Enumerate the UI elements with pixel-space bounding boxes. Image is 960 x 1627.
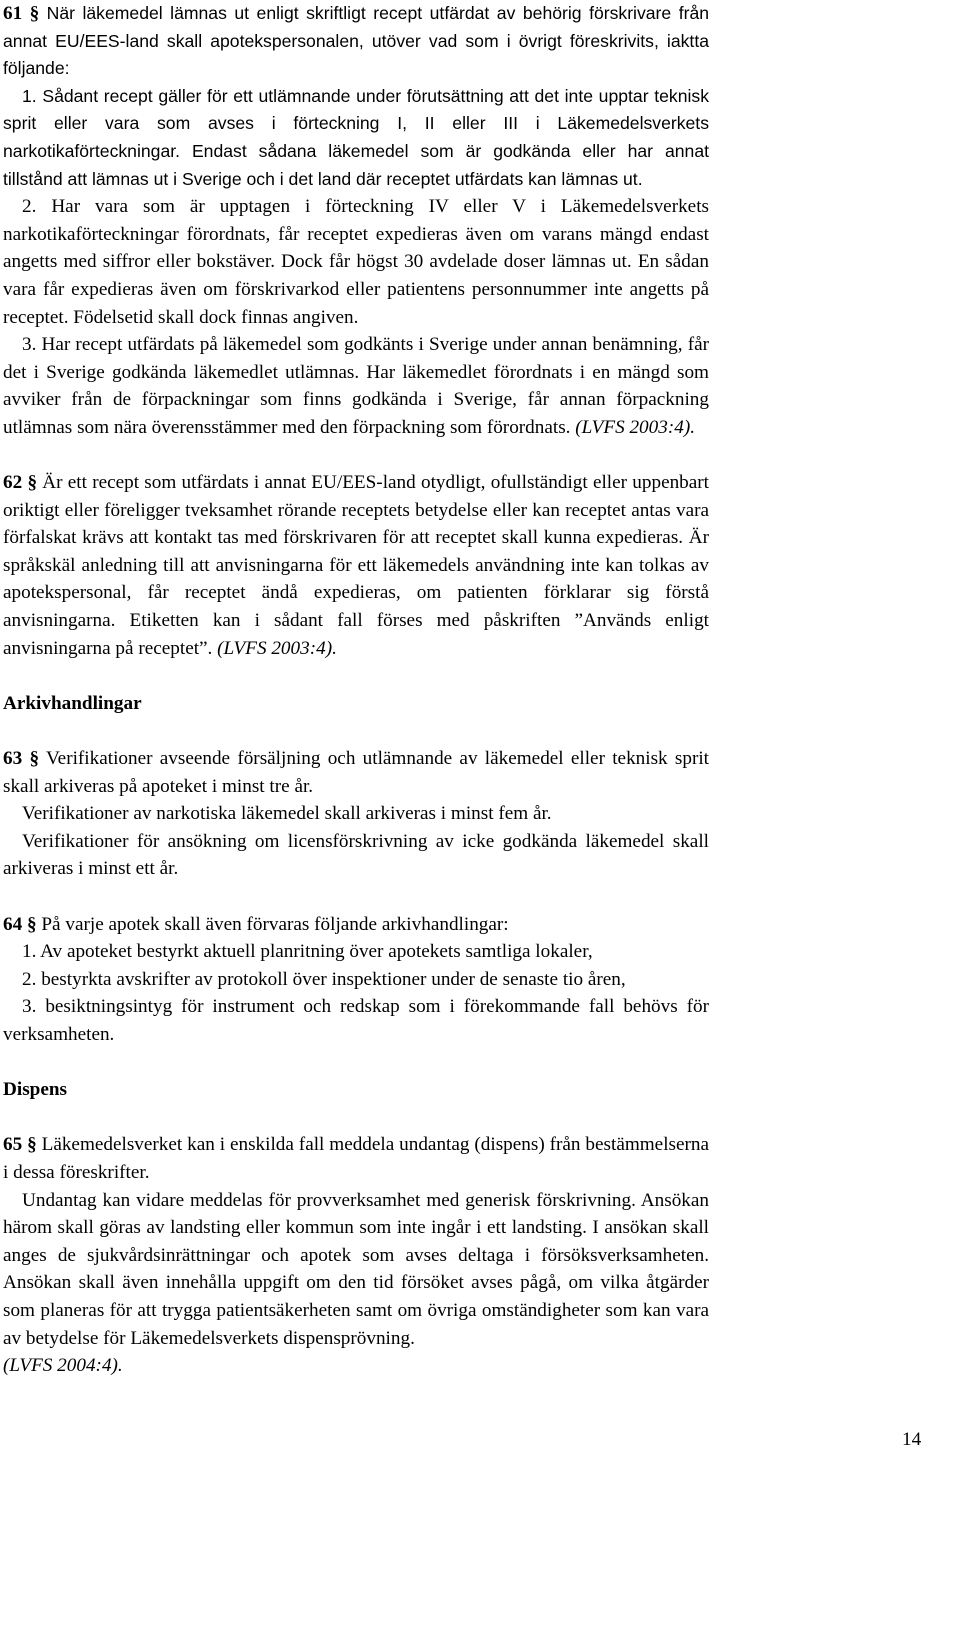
paragraph-text: Är ett recept som utfärdats i annat EU/EES-land otydligt, ofullständigt eller uppenbart oriktigt eller föreligger tveksamhet rörande receptets betydelse eller kan receptet antas vara förfalskat krävs att kontakt tas med förskrivaren för att receptet skall kunna expedieras. Är språkskäl anledning till att anvisningarna för ett läkemedels användning inte kan tolkas av apotekspersonal, får receptet ändå expedieras, om patienten förklarar sig förstå anvisningarna. Etiketten kan i sådant fall förses med påskriften ”Används enligt anvisningarna på receptet”. bbox=[3, 472, 710, 659]
paragraph-text: Verifikationer avseende försäljning och utlämnande av läkemedel eller teknisk sprit skall arkiveras på apoteket i minst tre år. bbox=[3, 748, 710, 797]
section-sign: § bbox=[27, 472, 38, 494]
paragraph-62 bbox=[3, 469, 709, 662]
section-number: 62 bbox=[3, 472, 23, 494]
legal-reference: (LVFS 2003:4). bbox=[217, 637, 337, 659]
list-item-64-2: 2. bestyrkta avskrifter av protokoll över inspektioner under de senaste tio åren, bbox=[22, 968, 626, 990]
paragraph-65 bbox=[3, 1131, 709, 1186]
section-number: 65 bbox=[3, 1134, 23, 1156]
paragraph-text: När läkemedel lämnas ut enligt skriftligt recept utfärdat av behörig förskrivare från annat EU/EES-land skall apotekspersonalen, utöver vad som i övrigt föreskrivits, iaktta följande: bbox=[3, 3, 710, 79]
section-number: 64 bbox=[3, 913, 23, 935]
section-number: 61 bbox=[3, 3, 23, 24]
spacer bbox=[3, 662, 709, 690]
legal-reference: (LVFS 2003:4). bbox=[575, 416, 696, 438]
section-sign: § bbox=[29, 3, 40, 24]
legal-reference: (LVFS 2004:4). bbox=[3, 1355, 123, 1377]
section-number: 63 bbox=[3, 748, 23, 770]
list-item-text: 1. Sådant recept gäller för ett utlämnande under förutsättning att det inte upptar teknisk sprit eller vara som avses i förteckning I, II eller III i Läkemedelsverkets narkotikaförteckningar. Endast sådana läkemedel som är godkända eller har annat tillstånd att lämnas ut i Sverige och i det land där receptet utfärdats kan lämnas ut. bbox=[3, 85, 709, 189]
paragraph-64 bbox=[3, 911, 709, 939]
paragraph-63 bbox=[3, 745, 709, 800]
paragraph-65-2: Undantag kan vidare meddelas för provverksamhet med generisk förskrivning. Ansökan härom skall göras av landsting eller kommun som inte ingår i ett landsting. I ansökan skall anges de sjukvårdsinrättningar och apotek som avses deltaga i försöksverksamheten. Ansökan skall även innehålla uppgift om den tid försöket avses pågå, om vilka åtgärder som planeras för att trygga patientsäkerheten samt om övriga omständigheter som kan vara av betydelse för Läkemedelsverkets dispensprövning. bbox=[3, 1189, 709, 1349]
section-sign: § bbox=[29, 748, 40, 770]
spacer bbox=[3, 1049, 709, 1077]
list-item-64-1: 1. Av apoteket bestyrkt aktuell planritning över apotekets samtliga lokaler, bbox=[22, 941, 593, 963]
list-item-text: 3. Har recept utfärdats på läkemedel som godkänts i Sverige under annan benämning, får det i Sverige godkända läkemedlet utlämnas. Har läkemedlet förordnats i en mängd som avviker från de förpackningar som finns godkända i Sverige, får annan förpackning utlämnas som nära överensstämmer med den förpackning som förordnats. bbox=[3, 334, 709, 438]
page-number: 14 bbox=[902, 1429, 922, 1450]
list-item-64-3: 3. besiktningsintyg för instrument och redskap som i förekommande fall behövs för verksamheten. bbox=[3, 996, 709, 1045]
spacer bbox=[3, 717, 709, 745]
paragraph-text: På varje apotek skall även förvaras följande arkivhandlingar: bbox=[41, 913, 509, 935]
section-sign: § bbox=[26, 913, 37, 935]
heading-dispens: Dispens bbox=[3, 1079, 67, 1101]
spacer bbox=[3, 442, 709, 470]
list-item-61-1 bbox=[3, 83, 709, 193]
section-sign: § bbox=[27, 1134, 37, 1156]
paragraph-63-2: Verifikationer av narkotiska läkemedel skall arkiveras i minst fem år. bbox=[22, 803, 552, 825]
paragraph-text: Läkemedelsverket kan i enskilda fall meddela undantag (dispens) från bestämmelserna i dessa föreskrifter. bbox=[3, 1134, 710, 1183]
paragraph-61-intro bbox=[3, 0, 709, 83]
spacer bbox=[3, 1104, 709, 1132]
spacer bbox=[3, 883, 709, 911]
paragraph-65-ref bbox=[3, 1352, 709, 1380]
paragraph-63-3: Verifikationer för ansökning om licensförskrivning av icke godkända läkemedel skall arkiveras i minst ett år. bbox=[3, 830, 709, 880]
heading-arkivhandlingar: Arkivhandlingar bbox=[3, 692, 142, 714]
list-item-61-3 bbox=[3, 331, 709, 441]
list-item-61-2: 2. Har vara som är upptagen i förteckning IV eller V i Läkemedelsverkets narkotikaförteckningar förordnats, får receptet expedieras även om varans mängd endast angetts med siffror eller bokstäver. Dock får högst 30 avdelade doser lämnas ut. En sådan vara får expedieras även om förskrivarkod eller patientens personnummer inte angetts på receptet. Födelsetid skall dock finnas angiven. bbox=[3, 196, 709, 328]
document-page bbox=[3, 0, 709, 1380]
